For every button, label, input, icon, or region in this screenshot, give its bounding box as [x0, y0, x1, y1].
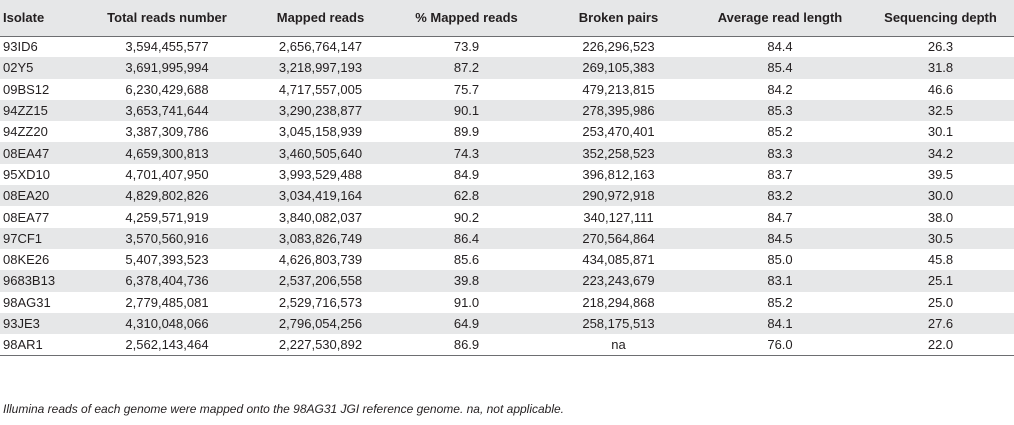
cell-isolate: 94ZZ15	[3, 103, 48, 119]
column-header-sequencing-depth: Sequencing depth	[867, 0, 1014, 36]
cell-mapped-reads: 3,034,419,164	[278, 188, 363, 204]
cell-sequencing-depth: 32.5	[927, 103, 954, 119]
cell-percent-mapped: 90.2	[453, 209, 480, 225]
cell-isolate: 08EA20	[3, 188, 50, 204]
cell-average-read-length: 85.2	[767, 294, 793, 310]
cell-average-read-length: 76.0	[693, 334, 867, 355]
cell-mapped-reads: 3,993,529,488	[278, 166, 363, 182]
cell-sequencing-depth: 26.3	[927, 39, 954, 55]
cell-mapped-reads: 3,045,158,939	[278, 124, 363, 140]
cell-percent-mapped: 62.8	[453, 188, 480, 204]
cell-average-read-length: 84.1	[767, 316, 793, 331]
cell-isolate: 9683B13	[3, 273, 56, 289]
cell-mapped-reads: 2,796,054,256	[278, 316, 363, 331]
cell-broken-pairs: 270,564,864	[582, 230, 655, 246]
table-row	[0, 206, 1014, 227]
cell-broken-pairs: 396,812,163	[582, 166, 655, 182]
cell-average-read-length: 84.7	[767, 209, 793, 225]
cell-mapped-reads: 3,218,997,193	[278, 60, 363, 76]
cell-total-reads: 4,829,802,826	[125, 188, 209, 204]
cell-total-reads: 6,230,429,688	[125, 81, 209, 97]
cell-isolate: 93ID6	[3, 39, 38, 55]
cell-total-reads: 3,570,560,916	[125, 230, 209, 246]
cell-percent-mapped: 39.8	[453, 273, 480, 289]
cell-mapped-reads: 2,537,206,558	[278, 273, 363, 289]
table-row	[0, 57, 1014, 78]
cell-percent-mapped: 90.1	[453, 103, 480, 119]
cell-total-reads: 3,594,455,577	[125, 39, 209, 55]
cell-total-reads: 2,779,485,081	[125, 294, 209, 310]
cell-sequencing-depth: 31.8	[927, 60, 954, 76]
cell-broken-pairs: 352,258,523	[582, 145, 655, 161]
cell-isolate: 09BS12	[3, 81, 50, 97]
cell-isolate: 02Y5	[3, 60, 34, 76]
cell-percent-mapped: 75.7	[453, 81, 480, 97]
table-row	[0, 142, 1014, 163]
column-header-total-reads: Total reads number	[82, 0, 252, 36]
cell-broken-pairs: 340,127,111	[583, 209, 654, 225]
table-row	[0, 36, 1014, 57]
cell-sequencing-depth: 25.0	[927, 294, 954, 310]
table-row	[0, 270, 1014, 291]
cell-total-reads: 4,659,300,813	[125, 145, 209, 161]
cell-isolate: 94ZZ20	[3, 124, 48, 140]
cell-percent-mapped: 89.9	[453, 124, 480, 140]
cell-average-read-length: 85.4	[767, 60, 793, 76]
cell-sequencing-depth: 46.6	[927, 81, 954, 97]
table-row	[0, 100, 1014, 121]
cell-mapped-reads: 3,840,082,037	[278, 209, 363, 225]
table-row	[0, 79, 1014, 100]
cell-isolate: 08EA77	[3, 209, 50, 225]
cell-total-reads: 6,378,404,736	[125, 273, 209, 289]
cell-average-read-length: 84.4	[767, 39, 793, 55]
table-body	[0, 36, 1014, 355]
table-row	[0, 249, 1014, 270]
cell-sequencing-depth: 30.0	[927, 188, 954, 204]
cell-mapped-reads: 2,529,716,573	[278, 294, 363, 310]
cell-average-read-length: 83.2	[767, 188, 793, 204]
cell-broken-pairs: 223,243,679	[582, 273, 655, 289]
cell-sequencing-depth: 30.5	[927, 230, 954, 246]
cell-average-read-length: 85.2	[767, 124, 793, 140]
cell-sequencing-depth: 30.1	[927, 124, 954, 140]
cell-sequencing-depth: 25.1	[927, 273, 954, 289]
cell-average-read-length: 85.3	[767, 103, 793, 119]
cell-broken-pairs: 479,213,815	[582, 81, 655, 97]
cell-total-reads: 5,407,393,523	[125, 252, 209, 268]
cell-isolate: 08KE26	[3, 252, 50, 268]
column-header-broken-pairs: Broken pairs	[544, 0, 693, 36]
cell-mapped-reads: 3,083,826,749	[278, 230, 363, 246]
cell-percent-mapped: 85.6	[453, 252, 480, 268]
cell-isolate: 08EA47	[3, 145, 50, 161]
cell-total-reads: 3,653,741,644	[125, 103, 209, 119]
cell-percent-mapped: 86.4	[453, 230, 480, 246]
cell-mapped-reads: 4,626,803,739	[278, 252, 363, 268]
cell-sequencing-depth: 34.2	[927, 145, 954, 161]
cell-average-read-length: 85.0	[767, 252, 793, 268]
cell-total-reads: 3,387,309,786	[125, 124, 209, 140]
header-row	[0, 0, 1014, 36]
column-header-percent-mapped: % Mapped reads	[389, 0, 544, 36]
cell-broken-pairs: 218,294,868	[582, 294, 655, 310]
cell-sequencing-depth: 39.5	[927, 166, 954, 182]
table-row	[0, 334, 1014, 355]
cell-percent-mapped: 91.0	[453, 294, 480, 310]
cell-total-reads: 2,562,143,464	[82, 334, 252, 355]
cell-mapped-reads: 4,717,557,005	[278, 81, 363, 97]
cell-percent-mapped: 73.9	[453, 39, 480, 55]
table-row	[0, 313, 1014, 334]
cell-percent-mapped: 84.9	[453, 166, 480, 182]
column-header-average-read-length: Average read length	[693, 0, 867, 36]
cell-broken-pairs: 269,105,383	[582, 60, 655, 76]
table-row	[0, 228, 1014, 249]
cell-sequencing-depth: 22.0	[867, 334, 1014, 355]
cell-isolate: 95XD10	[3, 166, 50, 182]
table-row	[0, 164, 1014, 185]
cell-broken-pairs: 253,470,401	[582, 124, 655, 140]
cell-average-read-length: 84.5	[767, 230, 793, 246]
cell-mapped-reads: 2,656,764,147	[278, 39, 363, 55]
cell-average-read-length: 83.3	[767, 145, 793, 161]
cell-total-reads: 4,259,571,919	[125, 209, 209, 225]
cell-broken-pairs: 258,175,513	[582, 316, 655, 331]
cell-percent-mapped: 87.2	[453, 60, 480, 76]
cell-percent-mapped: 64.9	[453, 316, 480, 331]
cell-broken-pairs: 434,085,871	[582, 252, 655, 268]
column-header-isolate: Isolate	[0, 0, 82, 36]
table-row	[0, 185, 1014, 206]
table-footnote: Illumina reads of each genome were mapped onto the 98AG31 JGI reference genome. na, not applicable.	[3, 402, 565, 416]
cell-sequencing-depth: 27.6	[927, 316, 954, 331]
cell-sequencing-depth: 45.8	[927, 252, 954, 268]
cell-average-read-length: 83.1	[767, 273, 793, 289]
cell-sequencing-depth: 38.0	[927, 209, 954, 225]
table-header	[0, 0, 1014, 36]
cell-average-read-length: 83.7	[767, 166, 793, 182]
cell-mapped-reads: 3,460,505,640	[278, 145, 363, 161]
cell-percent-mapped: 74.3	[453, 145, 480, 161]
table-row	[0, 292, 1014, 313]
table-row	[0, 121, 1014, 142]
cell-broken-pairs: 290,972,918	[582, 188, 655, 204]
cell-isolate: 98AR1	[0, 334, 82, 355]
cell-broken-pairs: na	[544, 334, 693, 355]
cell-average-read-length: 84.2	[767, 81, 793, 97]
cell-mapped-reads: 2,227,530,892	[252, 334, 389, 355]
cell-percent-mapped: 86.9	[389, 334, 544, 355]
column-header-mapped-reads: Mapped reads	[252, 0, 389, 36]
cell-broken-pairs: 226,296,523	[582, 39, 655, 55]
cell-total-reads: 3,691,995,994	[125, 60, 209, 76]
cell-mapped-reads: 3,290,238,877	[278, 103, 363, 119]
cell-isolate: 98AG31	[3, 294, 51, 310]
cell-isolate: 97CF1	[3, 230, 43, 246]
cell-broken-pairs: 278,395,986	[582, 103, 655, 119]
cell-isolate: 93JE3	[3, 316, 40, 331]
cell-total-reads: 4,701,407,950	[125, 166, 209, 182]
cell-total-reads: 4,310,048,066	[125, 316, 209, 331]
